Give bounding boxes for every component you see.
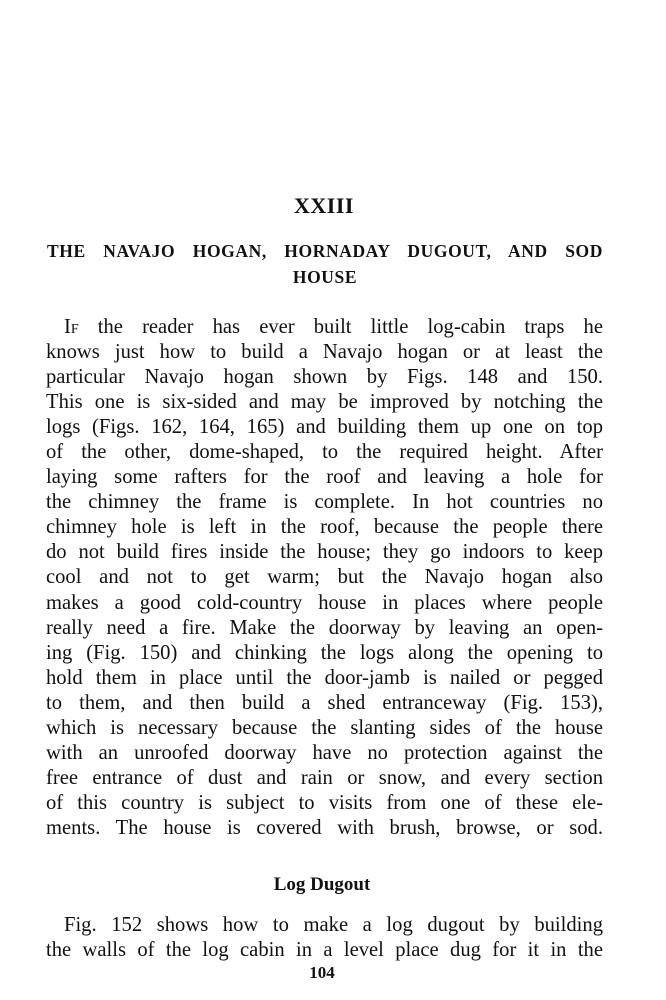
text-line: makes a good cold-country house in places where people [46, 591, 603, 614]
text-line: really need a fire. Make the doorway by leaving an open- [46, 616, 603, 639]
chapter-title [47, 238, 603, 290]
body-paragraph [46, 315, 603, 841]
drop-lead-word: If [64, 316, 79, 338]
text-line: do not build fires inside the house; they go indoors to keep [46, 541, 603, 564]
section-heading: Log Dugout [273, 874, 371, 895]
text-line: of the other, dome-shaped, to the required height. After [46, 441, 603, 464]
text-line: logs (Figs. 162, 164, 165) and building them up one on top [46, 416, 603, 439]
body-paragraph [46, 913, 603, 963]
text-line: cool and not to get warm; but the Navajo hogan also [46, 566, 603, 589]
text-line [46, 315, 603, 340]
text-line: free entrance of dust and rain or snow, and every section [46, 766, 603, 789]
text-line: ments. The house is covered with brush, browse, or sod. [46, 816, 603, 839]
chapter-number: XXIII [294, 193, 354, 218]
text-line: particular Navajo hogan shown by Figs. 148 and 150. [46, 366, 603, 389]
text-line: with an unroofed doorway have no protection against the [46, 741, 603, 764]
text-line: ing (Fig. 150) and chinking the logs along the opening to [46, 641, 603, 664]
text-line: Fig. 152 shows how to make a log dugout by building [64, 914, 603, 936]
text-line: This one is six-sided and may be improved by notching the [46, 391, 603, 414]
text-line-rest: the reader has ever built little log-cabin traps he [78, 316, 603, 338]
page-number: 104 [309, 963, 335, 982]
text-line: the walls of the log cabin in a level place dug for it in the [46, 939, 603, 962]
chapter-title-line: HOUSE [292, 267, 358, 287]
text-line: hold them in place until the door-jamb is nailed or pegged [46, 666, 603, 689]
text-line: laying some rafters for the roof and leaving a hole for [46, 466, 603, 489]
text-line: knows just how to build a Navajo hogan or at least the [46, 341, 603, 364]
text-line: of this country is subject to visits from one of these ele- [46, 791, 603, 814]
chapter-title-line: THE NAVAJO HOGAN, HORNADAY DUGOUT, AND SOD [47, 241, 603, 261]
text-line: chimney hole is left in the roof, because the people there [46, 516, 603, 539]
text-line: the chimney the frame is complete. In hot countries no [46, 491, 603, 514]
text-line: which is necessary because the slanting sides of the house [46, 716, 603, 739]
text-line: to them, and then build a shed entranceway (Fig. 153), [46, 691, 603, 714]
